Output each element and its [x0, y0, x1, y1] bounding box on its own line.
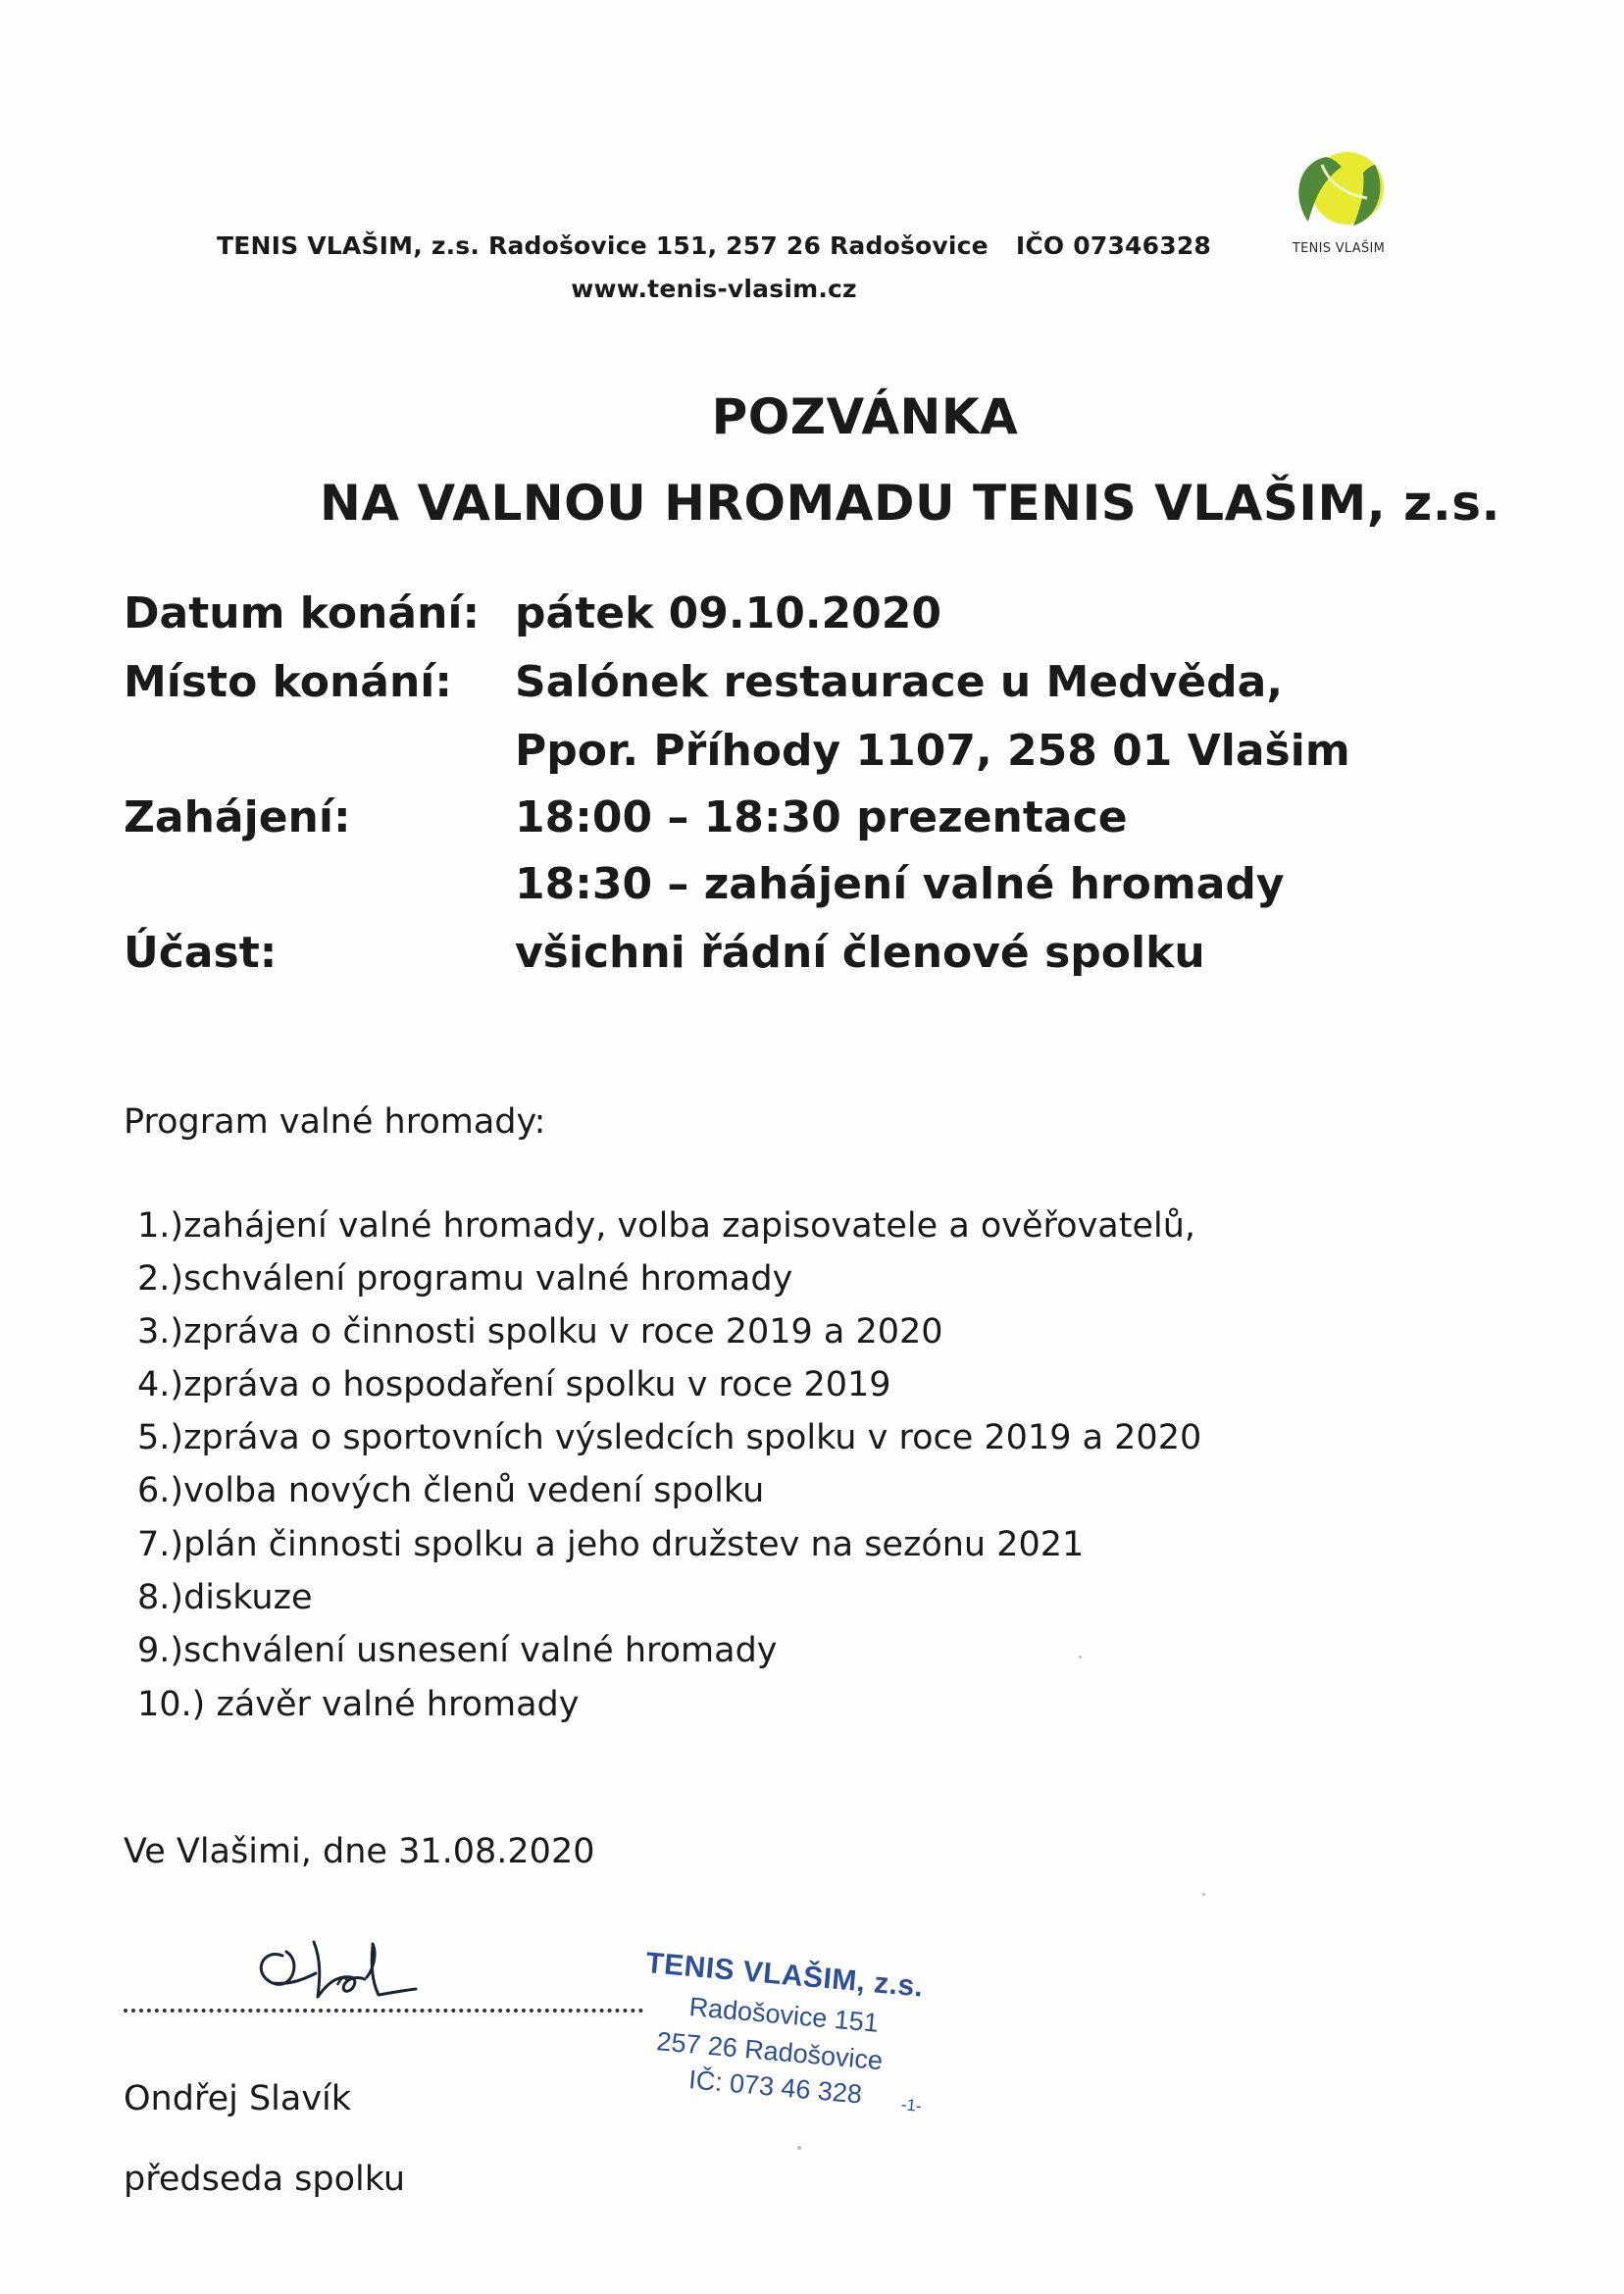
- program-item-text: schválení programu valné hromady: [183, 1259, 793, 1299]
- program-item-text: volba nových členů vedení spolku: [183, 1471, 765, 1510]
- stamp-number: -1-: [900, 2095, 923, 2116]
- program-item-text: zpráva o sportovních výsledcích spolku v roce 2019 a 2020: [183, 1418, 1202, 1457]
- stamp-city: 257 26 Radošovice: [655, 2026, 885, 2076]
- date-label: Datum konání:: [124, 588, 481, 638]
- organization-address: TENIS VLAŠIM, z.s. Radošovice 151, 257 26 Radošovice: [216, 231, 989, 260]
- place-and-date: Ve Vlašimi, dne 31.08.2020: [124, 1832, 595, 1871]
- program-item-text: zpráva o činnosti spolku v roce 2019 a 2020: [183, 1312, 943, 1351]
- stamp-organization: TENIS VLAŠIM, z.s.: [644, 1947, 925, 2004]
- place-value-line-2: Ppor. Příhody 1107, 258 01 Vlašim: [515, 726, 1350, 776]
- logo-caption: TENIS VLAŠIM: [1292, 241, 1386, 256]
- organization-website: www.tenis-vlasim.cz: [571, 275, 857, 303]
- program-item-number: 9.): [137, 1631, 184, 1670]
- date-value: pátek 09.10.2020: [515, 588, 941, 638]
- program-item-number: 7.): [137, 1525, 184, 1564]
- program-item: [137, 1525, 1084, 1564]
- place-value-line-1: Salónek restaurace u Medvěda,: [515, 657, 1284, 707]
- program-item-number: 1.): [137, 1206, 184, 1246]
- start-value-line-2: 18:30 – zahájení valné hromady: [515, 859, 1285, 909]
- program-item: [137, 1418, 1201, 1457]
- program-item-text: diskuze: [183, 1578, 313, 1617]
- program-heading: Program valné hromady:: [124, 1102, 546, 1142]
- handwritten-signature: [243, 1922, 479, 2020]
- program-item: [137, 1578, 313, 1617]
- program-item-number: 4.): [137, 1365, 184, 1404]
- program-item-text: zahájení valné hromady, volba zapisovatele a ověřovatelů,: [183, 1206, 1196, 1246]
- invitation-subtitle: NA VALNOU HROMADU TENIS VLAŠIM, z.s.: [320, 475, 1500, 532]
- invitation-title: POZVÁNKA: [711, 388, 1019, 445]
- program-item: [137, 1471, 764, 1510]
- place-label: Místo konání:: [124, 657, 452, 707]
- signer-role: předseda spolku: [124, 2160, 406, 2199]
- program-item-text: závěr valné hromady: [205, 1685, 580, 1724]
- program-item-number: 5.): [137, 1418, 184, 1457]
- program-item-number: 2.): [137, 1259, 184, 1299]
- scan-speck: [1079, 1656, 1082, 1658]
- program-item: [137, 1312, 943, 1351]
- signer-name: Ondřej Slavík: [124, 2079, 352, 2118]
- program-item-number: 10.): [137, 1685, 206, 1724]
- start-value-line-1: 18:00 – 18:30 prezentace: [515, 792, 1128, 842]
- program-item: [137, 1206, 1195, 1246]
- program-item-number: 3.): [137, 1312, 184, 1351]
- stamp-street: Radošovice 151: [687, 1992, 881, 2038]
- program-item-number: 6.): [137, 1471, 184, 1510]
- attendance-value: všichni řádní členové spolku: [515, 928, 1205, 978]
- signature-line: [124, 2009, 643, 2013]
- program-item-number: 8.): [137, 1578, 184, 1617]
- program-item: [137, 1365, 891, 1404]
- program-item: [137, 1631, 778, 1670]
- attendance-label: Účast:: [124, 928, 278, 978]
- scan-speck: [1202, 1893, 1205, 1896]
- program-item: [137, 1685, 579, 1724]
- program-item-text: zpráva o hospodaření spolku v roce 2019: [183, 1365, 891, 1404]
- organization-stamp: [633, 1947, 980, 2142]
- organization-ico: IČO 07346328: [1015, 231, 1212, 260]
- program-item: [137, 1259, 792, 1299]
- scan-speck: [797, 2146, 801, 2150]
- program-item-text: plán činnosti spolku a jeho družstev na sezónu 2021: [183, 1525, 1085, 1564]
- stamp-ic: IČ: 073 46 328: [687, 2065, 864, 2110]
- program-item-text: schválení usnesení valné hromady: [183, 1631, 778, 1670]
- start-label: Zahájení:: [124, 792, 351, 842]
